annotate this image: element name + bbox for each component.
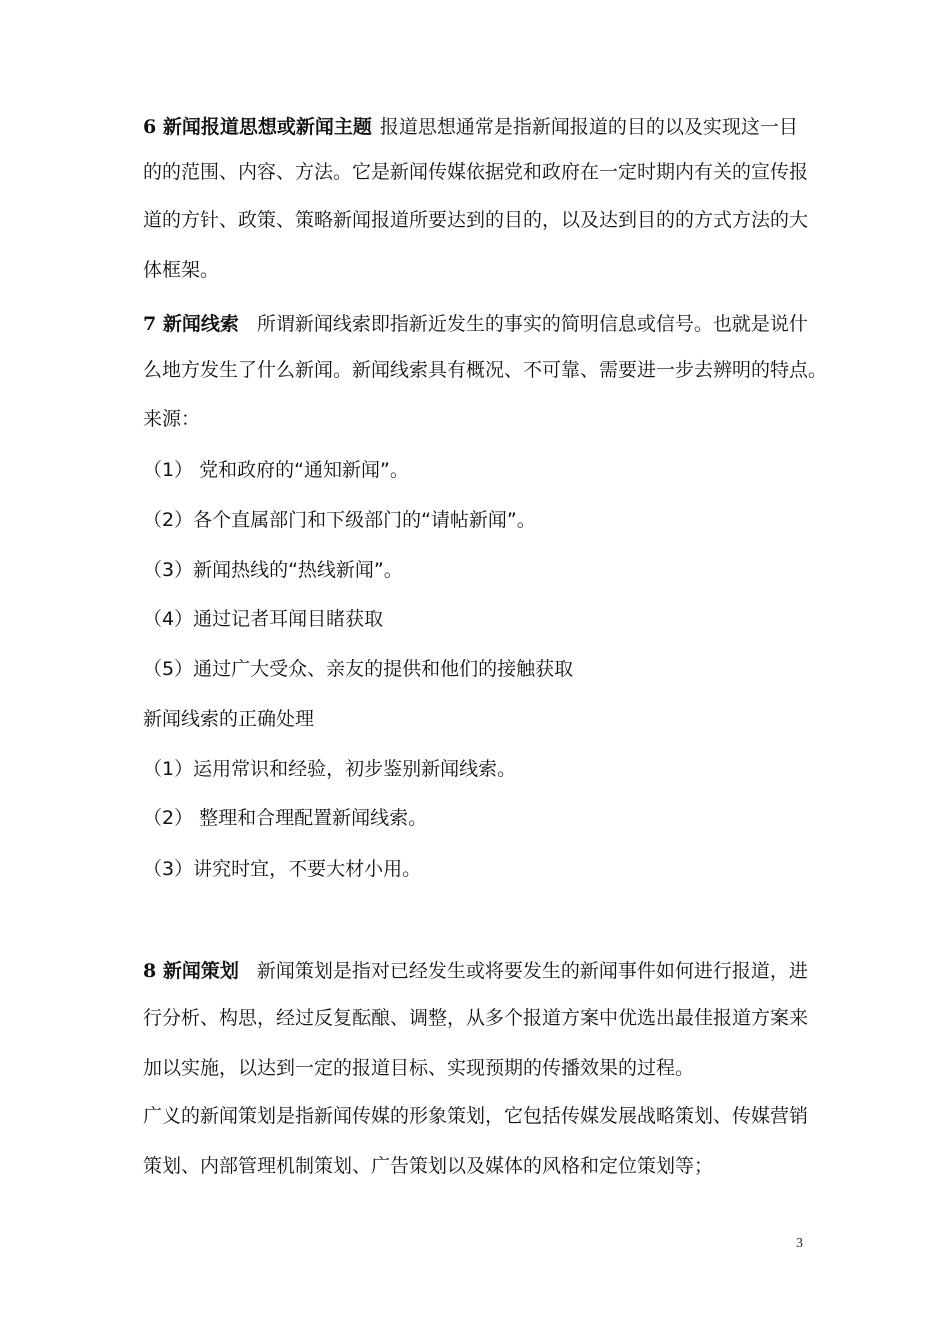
section7-text-line: 来源： [143,408,201,430]
handling-list-item: （3）讲究时宜，不要大材小用。 [143,858,422,880]
handling-title: 新闻线索的正确处理 [143,708,315,730]
section8-text-line: 广义的新闻策划是指新闻传媒的形象策划，它包括传媒发展战略策划、传媒营销 [143,1105,809,1127]
section8-first-line [143,957,823,985]
section7-heading: 7 新闻线索 [143,313,239,335]
section8-heading: 8 新闻策划 [143,960,239,982]
section6-first-line [143,113,823,141]
source-list-item: （3）新闻热线的“热线新闻”。 [143,559,403,581]
section7-text-line: 么地方发生了什么新闻。新闻线索具有概况、不可靠、需要进一步去辨明的特点。 [143,359,828,381]
section8-text-line: 策划、内部管理机制策划、广告策划以及媒体的风格和定位策划等； [143,1155,714,1177]
handling-list-item: （2） 整理和合理配置新闻线索。 [143,807,428,829]
section6-text-line: 道的方针、政策、策略新闻报道所要达到的目的，以及达到目的的方式方法的大 [143,209,809,231]
section7-text-line: 所谓新闻线索即指新近发生的事实的简明信息或信号。也就是说什 [256,313,808,335]
section8-text-line: 新闻策划是指对已经发生或将要发生的新闻事件如何进行报道，进 [256,960,808,982]
section6-text-line: 体框架。 [143,259,220,281]
source-list-item: （2）各个直属部门和下级部门的“请帖新闻”。 [143,509,536,531]
section8-text-line: 加以实施，以达到一定的报道目标、实现预期的传播效果的过程。 [143,1057,695,1079]
section8-text-line: 行分析、构思，经过反复酝酿、调整，从多个报道方案中优选出最佳报道方案来 [143,1007,809,1029]
section7-first-line [143,310,823,338]
source-list-item: （1） 党和政府的“通知新闻”。 [143,459,409,481]
handling-list-item: （1）运用常识和经验，初步鉴别新闻线索。 [143,758,517,780]
page-number: 3 [796,1236,803,1251]
section6-text-line: 报道思想通常是指新闻报道的目的以及实现这一目 [379,116,798,138]
source-list-item: （4）通过记者耳闻目睹获取 [143,608,384,630]
source-list-item: （5）通过广大受众、亲友的提供和他们的接触获取 [143,658,574,680]
section6-text-line: 的的范围、内容、方法。它是新闻传媒依据党和政府在一定时期内有关的宣传报 [143,161,809,183]
section6-heading: 6 新闻报道思想或新闻主题 [143,116,372,138]
